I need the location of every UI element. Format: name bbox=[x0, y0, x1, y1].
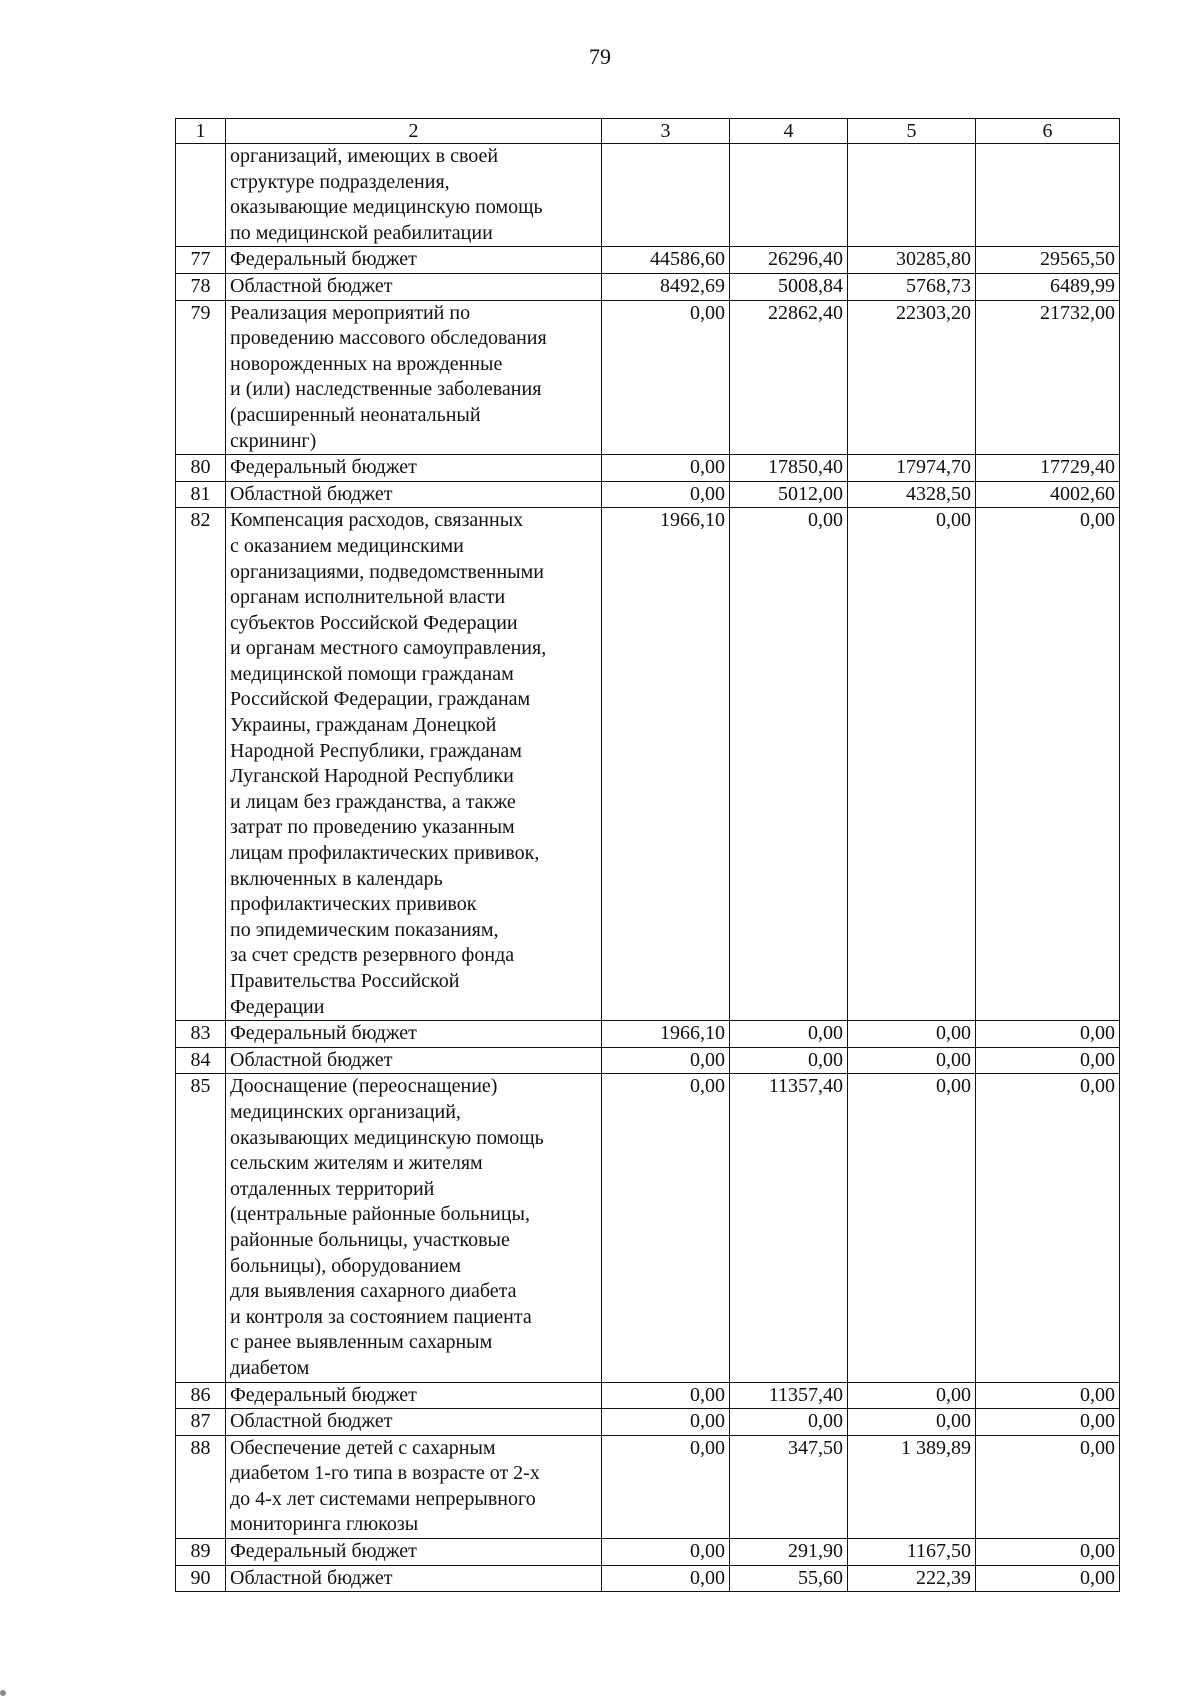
row-number: 77 bbox=[176, 247, 226, 274]
description-line: организациями, подведомственными bbox=[230, 560, 544, 583]
value-cell-col-5: 1 389,89 bbox=[848, 1435, 976, 1538]
page-number: 79 bbox=[589, 44, 611, 69]
value-cell-col-4: 0,00 bbox=[730, 1409, 848, 1436]
table-row bbox=[176, 247, 1120, 274]
description-line: Федеральный бюджет bbox=[230, 456, 417, 479]
column-header: 1 bbox=[176, 119, 226, 144]
value-cell-col-5 bbox=[848, 144, 976, 247]
row-description bbox=[226, 455, 602, 482]
row-description bbox=[226, 144, 602, 247]
value-cell-col-3: 44586,60 bbox=[602, 247, 730, 274]
row-description bbox=[226, 1409, 602, 1436]
description-line: структуре подразделения, bbox=[230, 170, 450, 193]
value-cell-col-5: 0,00 bbox=[848, 1047, 976, 1074]
value-cell-col-3 bbox=[602, 144, 730, 247]
value-cell-col-5: 0,00 bbox=[848, 1382, 976, 1409]
value-cell-col-3: 0,00 bbox=[602, 481, 730, 508]
value-cell-col-5: 22303,20 bbox=[848, 300, 976, 455]
row-number: 80 bbox=[176, 455, 226, 482]
description-line: с ранее выявленным сахарным bbox=[230, 1331, 493, 1354]
description-line: по медицинской реабилитации bbox=[230, 221, 493, 244]
row-number: 84 bbox=[176, 1047, 226, 1074]
table-row bbox=[176, 1539, 1120, 1566]
table-row bbox=[176, 455, 1120, 482]
description-line: диабетом 1-го типа в возрасте от 2-х bbox=[230, 1462, 540, 1485]
value-cell-col-4: 26296,40 bbox=[730, 247, 848, 274]
table-body bbox=[176, 144, 1120, 1592]
row-description bbox=[226, 1435, 602, 1538]
column-header: 4 bbox=[730, 119, 848, 144]
value-cell-col-3: 0,00 bbox=[602, 1382, 730, 1409]
value-cell-col-4: 0,00 bbox=[730, 508, 848, 1021]
row-number: 83 bbox=[176, 1021, 226, 1048]
row-number: 81 bbox=[176, 481, 226, 508]
row-description bbox=[226, 247, 602, 274]
value-cell-col-5: 222,39 bbox=[848, 1565, 976, 1592]
description-line: субъектов Российской Федерации bbox=[230, 611, 518, 634]
value-cell-col-3: 0,00 bbox=[602, 1539, 730, 1566]
value-cell-col-5: 30285,80 bbox=[848, 247, 976, 274]
table-row bbox=[176, 300, 1120, 455]
description-line: Украины, гражданам Донецкой bbox=[230, 714, 497, 737]
value-cell-col-6: 0,00 bbox=[976, 1565, 1120, 1592]
value-cell-col-4: 5008,84 bbox=[730, 273, 848, 300]
value-cell-col-6: 17729,40 bbox=[976, 455, 1120, 482]
value-cell-col-6: 6489,99 bbox=[976, 273, 1120, 300]
value-cell-col-4: 291,90 bbox=[730, 1539, 848, 1566]
value-cell-col-3: 1966,10 bbox=[602, 508, 730, 1021]
description-line: Федеральный бюджет bbox=[230, 1540, 417, 1563]
value-cell-col-4: 11357,40 bbox=[730, 1074, 848, 1382]
value-cell-col-4: 0,00 bbox=[730, 1047, 848, 1074]
row-description bbox=[226, 273, 602, 300]
table-row bbox=[176, 273, 1120, 300]
description-line: диабетом bbox=[230, 1356, 310, 1379]
value-cell-col-3: 0,00 bbox=[602, 1565, 730, 1592]
value-cell-col-3: 1966,10 bbox=[602, 1021, 730, 1048]
value-cell-col-5: 0,00 bbox=[848, 1409, 976, 1436]
value-cell-col-6: 0,00 bbox=[976, 508, 1120, 1021]
row-description bbox=[226, 1539, 602, 1566]
description-line: и органам местного самоуправления, bbox=[230, 637, 547, 660]
value-cell-col-3: 0,00 bbox=[602, 300, 730, 455]
row-description bbox=[226, 1074, 602, 1382]
row-number: 85 bbox=[176, 1074, 226, 1382]
description-line: медицинских организаций, bbox=[230, 1100, 461, 1123]
value-cell-col-4: 0,00 bbox=[730, 1021, 848, 1048]
row-description bbox=[226, 1565, 602, 1592]
description-line: оказывающих медицинскую помощь bbox=[230, 1126, 544, 1149]
table-row bbox=[176, 1074, 1120, 1382]
description-line: Областной бюджет bbox=[230, 1566, 393, 1589]
description-line: профилактических прививок bbox=[230, 893, 477, 916]
table-row bbox=[176, 1565, 1120, 1592]
table-row bbox=[176, 1047, 1120, 1074]
table-row bbox=[176, 1382, 1120, 1409]
value-cell-col-6: 0,00 bbox=[976, 1382, 1120, 1409]
description-line: Федеральный бюджет bbox=[230, 1383, 417, 1406]
description-line: и контроля за состоянием пациента bbox=[230, 1305, 532, 1328]
description-line: Дооснащение (переоснащение) bbox=[230, 1075, 498, 1098]
value-cell-col-5: 0,00 bbox=[848, 1021, 976, 1048]
value-cell-col-6: 0,00 bbox=[976, 1074, 1120, 1382]
value-cell-col-5: 1167,50 bbox=[848, 1539, 976, 1566]
value-cell-col-4: 22862,40 bbox=[730, 300, 848, 455]
description-line: Областной бюджет bbox=[230, 1048, 393, 1071]
description-line: для выявления сахарного диабета bbox=[230, 1280, 517, 1303]
description-line: лицам профилактических прививок, bbox=[230, 842, 540, 865]
value-cell-col-5: 0,00 bbox=[848, 508, 976, 1021]
table-row bbox=[176, 481, 1120, 508]
budget-table bbox=[175, 118, 1120, 1592]
row-description bbox=[226, 300, 602, 455]
value-cell-col-4: 11357,40 bbox=[730, 1382, 848, 1409]
value-cell-col-3: 0,00 bbox=[602, 1047, 730, 1074]
description-line: Российской Федерации, гражданам bbox=[230, 688, 531, 711]
value-cell-col-3: 0,00 bbox=[602, 1435, 730, 1538]
description-line: и (или) наследственные заболевания bbox=[230, 378, 542, 401]
row-number: 78 bbox=[176, 273, 226, 300]
value-cell-col-6: 0,00 bbox=[976, 1435, 1120, 1538]
value-cell-col-6: 29565,50 bbox=[976, 247, 1120, 274]
description-line: отдаленных территорий bbox=[230, 1177, 435, 1200]
description-line: Правительства Российской bbox=[230, 970, 460, 992]
description-line: сельским жителям и жителям bbox=[230, 1152, 483, 1175]
value-cell-col-6 bbox=[976, 144, 1120, 247]
row-number: 87 bbox=[176, 1409, 226, 1436]
description-line: медицинской помощи гражданам bbox=[230, 662, 514, 685]
value-cell-col-6: 4002,60 bbox=[976, 481, 1120, 508]
description-line: новорожденных на врожденные bbox=[230, 352, 503, 375]
value-cell-col-4: 347,50 bbox=[730, 1435, 848, 1538]
value-cell-col-4: 5012,00 bbox=[730, 481, 848, 508]
table-row bbox=[176, 144, 1120, 247]
description-line: Областной бюджет bbox=[230, 482, 393, 505]
description-line: Федерации bbox=[230, 995, 325, 1018]
table-header-row bbox=[176, 119, 1120, 144]
description-line: Федеральный бюджет bbox=[230, 248, 417, 271]
row-description bbox=[226, 1021, 602, 1048]
row-number: 82 bbox=[176, 508, 226, 1021]
row-number: 79 bbox=[176, 300, 226, 455]
description-line: организаций, имеющих в своей bbox=[230, 145, 499, 167]
row-description bbox=[226, 508, 602, 1021]
row-description bbox=[226, 481, 602, 508]
table-row bbox=[176, 508, 1120, 1021]
value-cell-col-3: 0,00 bbox=[602, 1409, 730, 1436]
description-line: Народной Республики, гражданам bbox=[230, 739, 522, 762]
table-row bbox=[176, 1409, 1120, 1436]
description-line: Федеральный бюджет bbox=[230, 1022, 417, 1045]
column-header: 5 bbox=[848, 119, 976, 144]
scan-mark bbox=[0, 1690, 6, 1696]
description-line: с оказанием медицинскими bbox=[230, 534, 464, 557]
description-line: затрат по проведению указанным bbox=[230, 816, 515, 839]
value-cell-col-5: 0,00 bbox=[848, 1074, 976, 1382]
description-line: Областной бюджет bbox=[230, 274, 393, 297]
row-number: 90 bbox=[176, 1565, 226, 1592]
description-line: районные больницы, участковые bbox=[230, 1228, 510, 1251]
description-line: проведению массового обследования bbox=[230, 327, 547, 350]
description-line: Реализация мероприятий по bbox=[230, 301, 471, 324]
table-row bbox=[176, 1435, 1120, 1538]
value-cell-col-4 bbox=[730, 144, 848, 247]
value-cell-col-6: 0,00 bbox=[976, 1409, 1120, 1436]
description-line: Обеспечение детей с сахарным bbox=[230, 1436, 496, 1459]
description-line: мониторинга глюкозы bbox=[230, 1513, 419, 1536]
description-line: за счет средств резервного фонда bbox=[230, 944, 515, 967]
row-number bbox=[176, 144, 226, 247]
table-row bbox=[176, 1021, 1120, 1048]
row-number: 88 bbox=[176, 1435, 226, 1538]
value-cell-col-5: 5768,73 bbox=[848, 273, 976, 300]
value-cell-col-6: 21732,00 bbox=[976, 300, 1120, 455]
description-line: Луганской Народной Республики bbox=[230, 765, 514, 788]
column-header: 2 bbox=[226, 119, 602, 144]
row-description bbox=[226, 1047, 602, 1074]
description-line: и лицам без гражданства, а также bbox=[230, 790, 516, 813]
description-line: по эпидемическим показаниям, bbox=[230, 918, 499, 941]
row-number: 86 bbox=[176, 1382, 226, 1409]
description-line: включенных в календарь bbox=[230, 867, 443, 890]
value-cell-col-5: 4328,50 bbox=[848, 481, 976, 508]
description-line: Компенсация расходов, связанных bbox=[230, 509, 524, 532]
value-cell-col-6: 0,00 bbox=[976, 1539, 1120, 1566]
row-description bbox=[226, 1382, 602, 1409]
row-number: 89 bbox=[176, 1539, 226, 1566]
value-cell-col-3: 8492,69 bbox=[602, 273, 730, 300]
column-header: 6 bbox=[976, 119, 1120, 144]
description-line: оказывающие медицинскую помощь bbox=[230, 196, 543, 219]
description-line: больницы), оборудованием bbox=[230, 1254, 462, 1277]
description-line: Областной бюджет bbox=[230, 1410, 393, 1433]
column-header: 3 bbox=[602, 119, 730, 144]
value-cell-col-5: 17974,70 bbox=[848, 455, 976, 482]
value-cell-col-6: 0,00 bbox=[976, 1047, 1120, 1074]
description-line: скрининг) bbox=[230, 429, 317, 452]
value-cell-col-3: 0,00 bbox=[602, 455, 730, 482]
value-cell-col-4: 17850,40 bbox=[730, 455, 848, 482]
value-cell-col-4: 55,60 bbox=[730, 1565, 848, 1592]
value-cell-col-6: 0,00 bbox=[976, 1021, 1120, 1048]
description-line: до 4-х лет системами непрерывного bbox=[230, 1487, 536, 1510]
value-cell-col-3: 0,00 bbox=[602, 1074, 730, 1382]
description-line: (расширенный неонатальный bbox=[230, 403, 481, 426]
description-line: органам исполнительной власти bbox=[230, 586, 506, 609]
description-line: (центральные районные больницы, bbox=[230, 1203, 530, 1226]
